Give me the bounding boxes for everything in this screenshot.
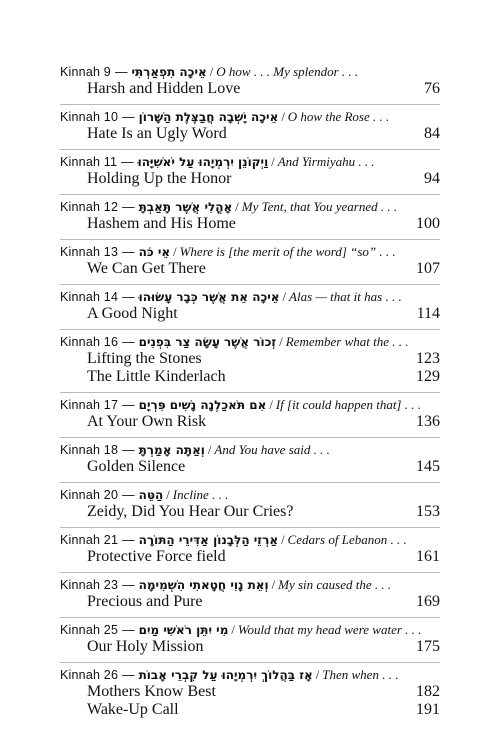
kinnah-english-title: O how the Rose . . .	[287, 109, 390, 124]
em-dash: —	[122, 623, 135, 637]
kinnah-header	[60, 334, 440, 350]
kinnah-english-title: And Yirmiyahu . . .	[277, 154, 375, 169]
chapter-row[interactable]	[60, 80, 440, 98]
kinnah-header	[60, 64, 440, 80]
chapter-title: Holding Up the Honor	[87, 170, 232, 187]
kinnah-english-title: Then when . . .	[322, 667, 399, 682]
chapter-row[interactable]	[60, 170, 440, 188]
kinnah-header	[60, 487, 440, 503]
kinnah-header	[60, 289, 440, 305]
em-dash: —	[122, 668, 135, 682]
chapter-row[interactable]	[60, 125, 440, 143]
kinnah-number: Kinnah 20	[60, 488, 119, 502]
kinnah-english-title: Where is [the merit of the word] “so” . . .	[179, 244, 396, 259]
page-number: 114	[416, 305, 440, 322]
kinnah-number: Kinnah 13	[60, 245, 119, 259]
kinnah-english-title: Cedars of Lebanon . . .	[287, 532, 407, 547]
chapter-row[interactable]	[60, 413, 440, 431]
kinnah-english-title: Alas — that it has . . .	[289, 289, 402, 304]
toc-entry	[60, 194, 440, 239]
kinnah-header	[60, 622, 440, 638]
kinnah-header	[60, 244, 440, 260]
em-dash: —	[122, 488, 135, 502]
separator-slash: /	[279, 335, 283, 349]
kinnah-number: Kinnah 23	[60, 578, 119, 592]
kinnah-english-title: Remember what the . . .	[285, 334, 409, 349]
chapter-title: Mothers Know Best	[87, 683, 216, 700]
chapter-row[interactable]	[60, 548, 440, 566]
separator-slash: /	[281, 110, 285, 124]
chapter-title: Golden Silence	[87, 458, 186, 475]
chapter-title: Our Holy Mission	[87, 638, 204, 655]
kinnah-english-title: My sin caused the . . .	[278, 577, 392, 592]
kinnah-number: Kinnah 25	[60, 623, 119, 637]
separator-slash: /	[231, 623, 235, 637]
kinnah-header	[60, 532, 440, 548]
kinnah-hebrew-title: אַרְזֵי הַלְּבָנוֹן אַדִּירֵי הַתּוֹרָה	[138, 533, 279, 547]
page-number: 76	[424, 80, 440, 97]
chapter-row[interactable]	[60, 260, 440, 278]
toc-entry	[60, 437, 440, 482]
kinnah-hebrew-title: וְאֵת נָוִי חֲטָאתִי הִשְׁמִימָה	[138, 578, 269, 592]
em-dash: —	[122, 110, 135, 124]
chapter-row[interactable]	[60, 683, 440, 701]
kinnah-number: Kinnah 10	[60, 110, 119, 124]
toc-entry	[60, 284, 440, 329]
kinnah-hebrew-title: אֵיכָה תִפְאַרְתִּי	[131, 65, 207, 79]
separator-slash: /	[173, 245, 177, 259]
kinnah-number: Kinnah 21	[60, 533, 119, 547]
page-number: 175	[416, 638, 440, 655]
separator-slash: /	[207, 443, 212, 457]
separator-slash: /	[282, 290, 287, 304]
kinnah-number: Kinnah 16	[60, 335, 119, 349]
page-number: 107	[416, 260, 440, 277]
em-dash: —	[121, 155, 134, 169]
chapter-title: Lifting the Stones	[87, 350, 202, 367]
chapter-row[interactable]	[60, 458, 440, 476]
kinnah-number: Kinnah 12	[60, 200, 119, 214]
kinnah-header	[60, 109, 440, 125]
kinnah-hebrew-title: אֵי כֹּה	[138, 245, 171, 259]
kinnah-english-title: O how . . . My splendor . . .	[216, 64, 359, 79]
kinnah-header	[60, 667, 440, 683]
toc-entry	[60, 392, 440, 437]
page-number: 100	[416, 215, 440, 232]
kinnah-header	[60, 154, 440, 170]
page-number: 191	[416, 701, 440, 718]
toc-entry	[60, 572, 440, 617]
em-dash: —	[122, 578, 135, 592]
page-number: 94	[424, 170, 440, 187]
kinnah-hebrew-title: אֵיכָה אֵת אֲשֶׁר כְּבָר עָשׂוּהוּ	[138, 290, 280, 304]
em-dash: —	[122, 335, 135, 349]
chapter-row[interactable]	[60, 701, 440, 719]
chapter-title: Hate Is an Ugly Word	[87, 125, 227, 142]
em-dash: —	[114, 65, 128, 79]
chapter-row[interactable]	[60, 350, 440, 368]
toc-entry	[60, 527, 440, 572]
chapter-title: We Can Get There	[87, 260, 206, 277]
separator-slash: /	[315, 668, 320, 682]
separator-slash: /	[271, 578, 276, 592]
toc-entry	[60, 239, 440, 284]
em-dash: —	[122, 533, 135, 547]
table-of-contents	[60, 60, 440, 725]
kinnah-header	[60, 577, 440, 593]
toc-entry	[60, 60, 440, 104]
kinnah-number: Kinnah 11	[60, 155, 118, 169]
kinnah-hebrew-title: אִם תֹּאכַלְנָה נָשִׁים פִּרְיָם	[138, 398, 267, 412]
separator-slash: /	[166, 488, 170, 502]
kinnah-number: Kinnah 26	[60, 668, 119, 682]
toc-entry	[60, 617, 440, 662]
chapter-row[interactable]	[60, 503, 440, 521]
toc-entry	[60, 149, 440, 194]
toc-entry	[60, 482, 440, 527]
page-number: 136	[416, 413, 440, 430]
kinnah-english-title: Incline . . .	[172, 487, 229, 502]
page-number: 161	[416, 548, 440, 565]
chapter-row[interactable]	[60, 215, 440, 233]
em-dash: —	[122, 245, 135, 259]
kinnah-hebrew-title: אָז בַּהֲלוֹךְ יִרְמְיָהוּ עַל קִבְרֵי אָבוֹת	[138, 668, 313, 682]
kinnah-hebrew-title: זְכוֹר אֲשֶׁר עָשָׂה צַר בִּפְנִים	[138, 335, 277, 349]
kinnah-hebrew-title: מִי יִתֵּן רֹאשִׁי מַיִם	[138, 623, 229, 637]
chapter-title: Protective Force field	[87, 548, 226, 565]
separator-slash: /	[269, 398, 273, 412]
kinnah-english-title: Would that my head were water . . .	[237, 622, 422, 637]
toc-entry	[60, 662, 440, 725]
em-dash: —	[122, 443, 135, 457]
separator-slash: /	[271, 155, 275, 169]
kinnah-hebrew-title: הַטֵּה	[138, 488, 164, 502]
kinnah-header	[60, 199, 440, 215]
chapter-title: Zeidy, Did You Hear Our Cries?	[87, 503, 294, 520]
chapter-title: Wake-Up Call	[87, 701, 179, 718]
kinnah-hebrew-title: אֵיכָה יָשְׁבָה חֲבַצֶּלֶת הַשָּׁרוֹן	[138, 110, 279, 124]
kinnah-number: Kinnah 17	[60, 398, 119, 412]
page-number: 145	[416, 458, 440, 475]
separator-slash: /	[281, 533, 285, 547]
em-dash: —	[122, 290, 135, 304]
kinnah-number: Kinnah 14	[60, 290, 119, 304]
toc-entry	[60, 104, 440, 149]
kinnah-header	[60, 442, 440, 458]
kinnah-english-title: My Tent, that You yearned . . .	[241, 199, 398, 214]
kinnah-hebrew-title: וַיְקוֹנֵן יִרְמְיָהוּ עַל יֹאשִׁיָּהוּ	[137, 155, 269, 169]
page-number: 153	[416, 503, 440, 520]
kinnah-header	[60, 397, 440, 413]
separator-slash: /	[235, 200, 239, 214]
chapter-title: Harsh and Hidden Love	[87, 80, 241, 97]
toc-entry	[60, 329, 440, 392]
chapter-row[interactable]	[60, 593, 440, 611]
kinnah-english-title: If [it could happen that] . . .	[275, 397, 421, 412]
page-number: 123	[416, 350, 440, 367]
chapter-title: At Your Own Risk	[87, 413, 207, 430]
page-number: 84	[424, 125, 440, 142]
em-dash: —	[122, 398, 135, 412]
kinnah-number: Kinnah 9	[60, 65, 111, 79]
chapter-row[interactable]	[60, 638, 440, 656]
separator-slash: /	[209, 65, 214, 79]
kinnah-hebrew-title: אָהֳלִי אֲשֶׁר תָּאַבְתָּ	[138, 200, 233, 214]
chapter-row[interactable]	[60, 305, 440, 323]
kinnah-hebrew-title: וְאַתָּה אָמַרְתָּ	[138, 443, 205, 457]
page-number: 169	[416, 593, 440, 610]
chapter-title: A Good Night	[87, 305, 178, 322]
page-number: 129	[416, 368, 440, 385]
em-dash: —	[122, 200, 135, 214]
chapter-title: Hashem and His Home	[87, 215, 236, 232]
kinnah-number: Kinnah 18	[60, 443, 119, 457]
chapter-row[interactable]	[60, 368, 440, 386]
page-number: 182	[416, 683, 440, 700]
chapter-title: The Little Kinderlach	[87, 368, 226, 385]
chapter-title: Precious and Pure	[87, 593, 203, 610]
kinnah-english-title: And You have said . . .	[214, 442, 330, 457]
